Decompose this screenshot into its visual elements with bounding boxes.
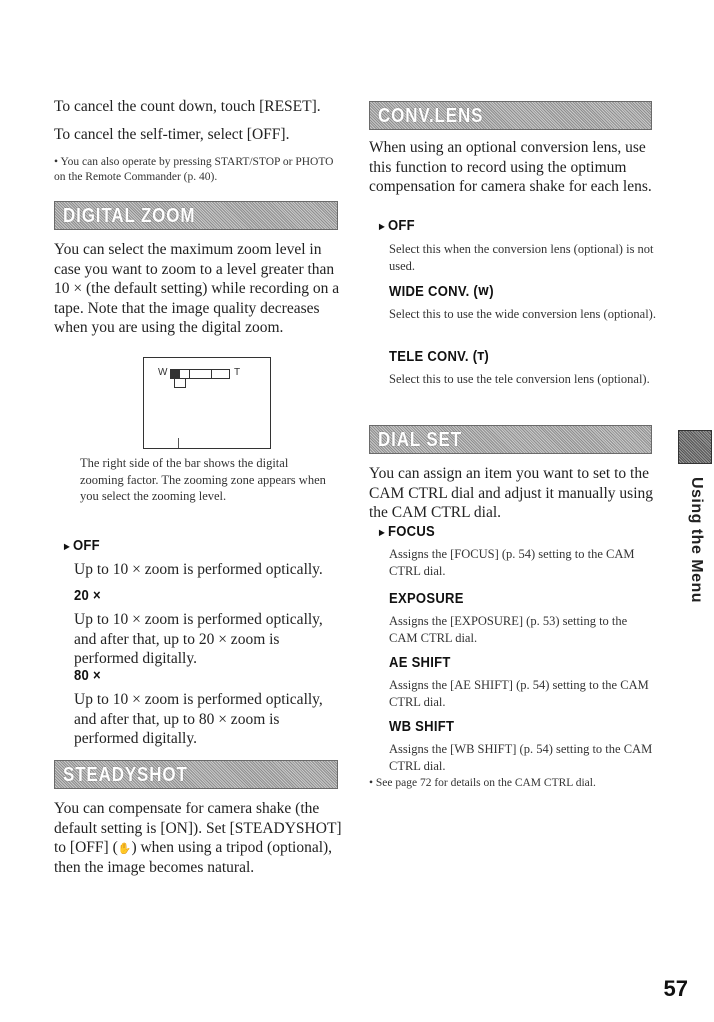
conv-wide-desc: Select this to use the wide conversion lens (optional).: [389, 307, 656, 321]
dial-exposure-desc: Assigns the [EXPOSURE] (p. 53) setting to the CAM CTRL dial.: [389, 614, 628, 645]
dial-option-exposure: [389, 590, 464, 608]
zoom-option-20x: [74, 587, 101, 605]
steadyshot-header: [54, 760, 338, 789]
option-name: AE SHIFT: [389, 655, 451, 671]
zoom-zone-pointer: [174, 378, 186, 388]
tele-conv-icon: T: [477, 350, 485, 364]
zoom-w-label: W: [158, 367, 168, 378]
option-name: OFF: [72, 538, 100, 554]
conv-option-off: [377, 217, 415, 236]
option-name: TELE CONV.: [389, 349, 469, 365]
dial-ae-shift-desc: Assigns the [AE SHIFT] (p. 54) setting to the CAM CTRL dial.: [389, 678, 649, 709]
cam-ctrl-note: • See page 72 for details on the CAM CTRL dial.: [369, 777, 596, 789]
dial-set-title: DIAL SET: [378, 429, 462, 451]
option-name: OFF: [387, 218, 415, 234]
default-marker: ►: [377, 527, 388, 539]
digital-zoom-title: DIGITAL ZOOM: [63, 205, 196, 227]
dial-set-header: [369, 425, 652, 454]
zoom-80x-desc: Up to 10 × zoom is performed optically, and after that, up to 80 × zoom is performed digitally.: [74, 691, 323, 747]
default-marker: ►: [377, 221, 388, 233]
cancel-timer-text: To cancel the self-timer, select [OFF].: [54, 126, 290, 143]
option-name: 80 ×: [74, 668, 101, 684]
zoom-bar-diagram: [143, 357, 271, 449]
steadyshot-body: [54, 799, 344, 878]
zoom-option-off: [62, 537, 100, 556]
option-name: FOCUS: [387, 524, 435, 540]
digital-zoom-header: [54, 201, 338, 230]
steadyshot-body-part-1: You can compensate for camera shake (the default setting is [ON]). Set [STEADYSHOT] to [OFF] (: [54, 800, 342, 856]
zoom-option-80x: [74, 667, 101, 685]
option-name: 20 ×: [74, 588, 101, 604]
steadyshot-body-part-2: ) when using a tripod (optional), then the image becomes natural.: [54, 839, 333, 877]
zoom-off-desc: Up to 10 × zoom is performed optically.: [74, 561, 323, 578]
zoom-optical-fill: [171, 370, 180, 378]
zoom-20x-desc: Up to 10 × zoom is performed optically, and after that, up to 20 × zoom is performed digitally.: [74, 611, 323, 667]
conv-lens-body: When using an optional conversion lens, use this function to record using the optimum compensation for camera shake for each lens.: [369, 139, 652, 195]
option-name: WB SHIFT: [389, 719, 455, 735]
conv-tele-desc: Select this to use the tele conversion lens (optional).: [389, 372, 650, 386]
remote-note: • You can also operate by pressing START/STOP or PHOTO on the Remote Commander (p. 40).: [54, 156, 334, 183]
section-tab-label: Using the Menu: [688, 476, 705, 604]
cancel-countdown-text: To cancel the count down, touch [RESET].: [54, 98, 321, 115]
conv-lens-title: CONV.LENS: [378, 105, 484, 127]
conv-off-desc: Select this when the conversion lens (optional) is not used.: [389, 242, 654, 273]
dial-option-focus: [377, 523, 435, 542]
option-name: EXPOSURE: [389, 591, 464, 607]
default-marker: ►: [62, 541, 73, 553]
dial-set-body: You can assign an item you want to set to the CAM CTRL dial and adjust it manually using the CAM CTRL dial.: [369, 465, 654, 521]
steadyshot-off-icon: ✋: [117, 841, 132, 855]
conv-lens-header: [369, 101, 652, 130]
zoom-caption: The right side of the bar shows the digital zooming factor. The zooming zone appears when you select the zooming level.: [80, 456, 326, 503]
zoom-t-label: T: [234, 367, 241, 378]
steadyshot-title: STEADYSHOT: [63, 764, 188, 786]
zoom-divider: [189, 370, 190, 378]
dial-option-wb-shift: [389, 718, 454, 736]
conv-option-wide: WIDE CONV. (W): [389, 284, 494, 300]
dial-wb-shift-desc: Assigns the [WB SHIFT] (p. 54) setting to the CAM CTRL dial.: [389, 742, 653, 773]
digital-zoom-body: You can select the maximum zoom level in case you want to zoom to a level greater than 10 × (the default setting) while recording on a tape. Note that the image quality decreases when you are using the digital zoom.: [54, 241, 340, 336]
option-name: WIDE CONV.: [389, 284, 470, 300]
wide-conv-icon: W: [478, 285, 490, 299]
zoom-divider: [211, 370, 212, 378]
dial-focus-desc: Assigns the [FOCUS] (p. 54) setting to the CAM CTRL dial.: [389, 547, 635, 578]
conv-option-tele: TELE CONV. (T): [389, 349, 489, 365]
page-number: 57: [663, 976, 688, 1001]
dial-option-ae-shift: [389, 654, 451, 672]
caption-leader-line: [178, 438, 179, 448]
section-tab-marker: [678, 430, 712, 464]
